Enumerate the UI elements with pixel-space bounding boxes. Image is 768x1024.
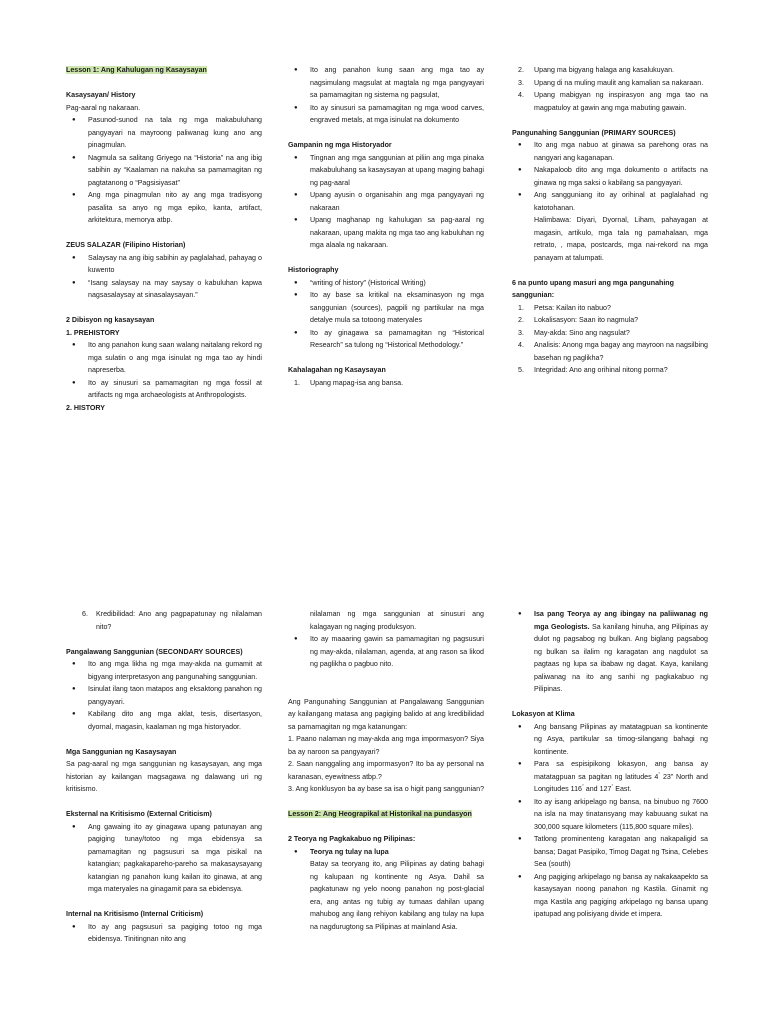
item-number: 4. — [518, 341, 524, 349]
katanungan-paragraph: Ang Pangunahing Sanggunian at Pangalawang Sanggunian ay kailangang matasa ang pagiging balido at ang kredibilidad sa pamamagitan ng mga katanungan: — [288, 697, 484, 731]
gampanin-heading: Gampanin ng mga Historyador — [288, 141, 392, 149]
teorya-heading: 2 Teorya ng Pagkakabuo ng Pilipinas: — [288, 835, 416, 843]
dibisyon-heading: 2 Dibisyon ng kasaysayan — [66, 316, 155, 324]
list-item: ● Nakapaloob dito ang mga dokumento o artifacts na ginawa ng mga saksi o kabilang sa pangyayari. — [512, 164, 708, 189]
primary-list — [512, 139, 708, 214]
history-list — [288, 64, 484, 127]
item-number: 1. — [518, 303, 524, 312]
item-number: 1. — [294, 378, 300, 387]
teorya-list-cont — [512, 608, 708, 696]
list-item: ● Salaysay na ang ibig sabihin ay paglalahad, pahayag o kuwento — [66, 252, 262, 277]
item-number: 4. — [518, 91, 524, 99]
lesson-1-title: Lesson 1: Ang Kahulugan ng Kasaysayan — [66, 66, 207, 74]
list-item: ● Ang pagiging arkipelago ng bansa ay nakakaapekto sa kasaysayan noong panahon ng Kastila. Ginamit ng mga Kastila ang pagiging arkipelago ng bansa upang ipatupad ang polisiyang divide et impera. — [512, 871, 708, 921]
item-number: 6. — [82, 610, 88, 618]
item-text: Upang mabigyan ng inspirasyon ang mga tao na magpatuloy at gawin ang mga mabuting gawain. — [534, 91, 708, 112]
item-text: Upang mapag-isa ang bansa. — [310, 378, 404, 387]
primary-example: Halimbawa: Diyari, Dyornal, Liham, pahayagan at magasin, artikulo, mga tala ng pamahalaan, mga retrato, , mapa, postcards, mga nai-rekord na mga panayam at talumpati. — [534, 216, 708, 262]
internal-list-cont — [288, 633, 484, 671]
list-item: ● Ito ang panahon kung saan walang naitalang rekord ng mga sulatin o ang mga isinulat ng mga tao ay hindi napreserba. — [66, 339, 262, 377]
item-text: East. — [613, 785, 632, 793]
item-number: 2. — [518, 66, 524, 74]
item-number: 3. — [518, 78, 524, 87]
historiography-heading: Historiography — [288, 266, 339, 274]
question-3: 3. Ang konklusyon ba ay base sa isa o higit pang sanggunian? — [288, 785, 485, 793]
item-number: 3. — [518, 328, 524, 337]
anim-na-punto-list — [512, 302, 708, 377]
list-item: ● Ang gawaing ito ay ginagawa upang patunayan ang pagiging tunay/totoo ng mga ebidensya sa pamamagitan ng pagsusuri sa mga pisikal na katangian; pagkakapareho-pareho sa makasaysayang katangian ng panahon kung kailan ito ginawa, at ang mga materyales na ginagamit para sa ebidensya. — [66, 821, 262, 896]
list-item: ● Ito ang mga nabuo at ginawa sa parehong oras na nangyari ang kaganapan. — [512, 139, 708, 164]
list-item — [512, 314, 708, 327]
secondary-sources-heading: Pangalawang Sanggunian (SECONDARY SOURCES) — [66, 647, 243, 656]
zeus-salazar-heading: ZEUS SALAZAR (Filipino Historian) — [66, 241, 186, 249]
list-item: ● Tatlong prominenteng karagatan ang nakapaligid sa bansa; Dagat Pasipiko, Timog Dagat ng Tsina, Celebes Sea (south) — [512, 833, 708, 871]
geologists-theory-text: Sa kanilang hinuha, ang Pilipinas ay dulot ng pagsabog ng bulkan. Ang biglang pagsabog ng bulkan sa ilalim ng karagatan ang nagdulot sa pagtaas ng lupa sa ibabaw ng dagat. Kaya, kanilang paliwanag na ito ang sanhi ng pagkakabuo ng Pilipinas. — [534, 622, 708, 693]
page2-column-2 — [288, 608, 484, 933]
degree-mark: ° — [582, 783, 584, 789]
list-item: ● Nagmula sa salitang Griyego na “Historia” na ang ibig sabihin ay “Kaalaman na nakuha sa pamamagitan ng pagtatanong o “Pagsisiyasat” — [66, 152, 262, 190]
list-item: ● Tingnan ang mga sanggunian at piliin ang mga pinaka makabuluhang sa kasaysayan at upang maging bahagi ng pag-aaral — [288, 152, 484, 190]
item-text: Upang di na muling maulit ang kamalian sa nakaraan. — [534, 78, 704, 87]
page1-column-3 — [512, 64, 708, 377]
list-item: ● Ito ay base sa kritikal na eksaminasyon ng mga sanggunian (sources), pagpili ng partikular na mga detalye mula sa totoong materyales — [288, 289, 484, 327]
teorya-list — [288, 846, 484, 859]
prehistory-heading: 1. PREHISTORY — [66, 328, 120, 337]
list-item — [512, 758, 708, 796]
list-item — [512, 77, 708, 90]
mga-sanggunian-text: Sa pag-aaral ng mga sanggunian ng kasaysayan, ang mga historian ay kailangan magsagawa ng dalawang uri ng kritisismo. — [66, 760, 262, 793]
page2-column-1 — [66, 608, 262, 946]
page2-column-3 — [512, 608, 708, 921]
list-item: ● Ito ay ginagawa sa pamamagitan ng “Historical Research” sa tulong ng “Historical Methodology.” — [288, 327, 484, 352]
list-item: ● Ito ay maaaring gawin sa pamamagitan ng pagsusuri ng may-akda, nilalaman, agenda, at ang rason sa likod ng paglikha o pagbuo nito. — [288, 633, 484, 671]
list-item: ● Upang ayusin o organisahin ang mga pangyayari ng nakaraan — [288, 189, 484, 214]
primary-sources-heading: Pangunahing Sanggunian (PRIMARY SOURCES) — [512, 128, 676, 137]
list-item — [512, 364, 708, 377]
internal-list — [66, 921, 262, 946]
item-text: Kredibilidad: Ano ang pagpapatunay ng nilalaman nito? — [96, 610, 262, 631]
page-bottom — [0, 512, 768, 1024]
list-item: ● Ang mga pinagmulan nito ay ang mga tradisyong pasalita sa anyo ng mga epiko, kanta, artifact, arkitektura, memorya atbp. — [66, 189, 262, 227]
question-1: 1. Paano nalaman ng may-akda ang mga impormasyon? Siya ba ay naroon sa pangyayari? — [288, 735, 484, 756]
zeus-list — [66, 252, 262, 302]
secondary-list — [66, 658, 262, 733]
list-item: ● Isinulat ilang taon matapos ang eksaktong panahon ng pangyayari. — [66, 683, 262, 708]
list-item — [512, 608, 708, 696]
internal-continued: nilalaman ng mga sanggunian at sinusuri ang kalagayan ng naging produksyon. — [310, 610, 484, 631]
item-text: Analisis: Anong mga bagay ang mayroon na nagsilbing basehan ng paglikha? — [534, 341, 708, 362]
anim-na-punto-heading: 6 na punto upang masuri ang mga pangunahing sanggunian: — [512, 278, 674, 299]
list-item — [512, 64, 708, 77]
list-item: ● Ito ay sinusuri sa pamamagitan ng mga fossil at artifacts ng mga archaeologists at Anthropologists. — [66, 377, 262, 402]
lokasyon-heading: Lokasyon at Klima — [512, 710, 575, 718]
lesson-2-title: Lesson 2: Ang Heograpikal at Historikal na pundasyon — [288, 810, 472, 818]
lokasyon-list — [512, 721, 708, 921]
kahalagahan-heading: Kahalagahan ng Kasaysayan — [288, 366, 386, 374]
list-item: ● Ito ang mga likha ng mga may-akda na gumamit at bigyang interpretasyon ang pangunahing sanggunian. — [66, 658, 262, 683]
list-item: ● Ang bansang Pilipinas ay matatagpuan sa kontinente ng Asya, partikular sa timog-silangang bahagi ng kontinente. — [512, 721, 708, 759]
geologists-theory-bold: Isa pang Teorya ay ang ibingay na paliiwanag ng mga Geologists. — [534, 610, 708, 631]
list-item: ● Pasunod-sunod na tala ng mga makabuluhang pangyayari na mayroong paliwanag kung ano ang pinagmulan. — [66, 114, 262, 152]
page1-column-1 — [66, 64, 262, 414]
tulay-na-lupa-text: Batay sa teoryang ito, ang Pilipinas ay dating bahagi ng kalupaan ng kontinente ng Asya. Dahil sa pagkatunaw ng yelo noong panahon ng post-glacial era, ang antas ng tubig ay tumaas dahilan upang mahubog ang ilang rehiyon kabilang ang tulay na lupa na nagdurugtong sa Pilipinas at mainland Asia. — [310, 860, 484, 931]
item-text: 23” North and Longitudes 116 — [534, 772, 708, 793]
list-item — [66, 608, 262, 633]
list-item: ● “Isang salaysay na may saysay o kabuluhan kapwa nagsasalaysay at sinasalaysayan.” — [66, 277, 262, 302]
item-text: Lokalisasyon: Saan ito nagmula? — [534, 316, 639, 324]
list-item: ● Kabilang dito ang mga aklat, tesis, disertasyon, dyornal, magasin, kaalaman ng mga historyador. — [66, 708, 262, 733]
item-text: Upang ma bigyang halaga ang kasalukuyan. — [534, 66, 675, 74]
mga-sanggunian-heading: Mga Sanggunian ng Kasaysayan — [66, 747, 177, 756]
list-item: ● Ito ay ang pagsusuri sa pagiging totoo ng mga ebidensya. Tinitingnan nito ang — [66, 921, 262, 946]
anim-na-punto-list-cont — [66, 608, 262, 633]
list-item — [512, 89, 708, 114]
kahalagahan-list-cont — [512, 64, 708, 114]
item-text: and 127 — [583, 785, 612, 793]
list-item: ● Teorya ng tulay na lupa — [288, 846, 484, 859]
kasaysayan-heading: Kasaysayan/ History — [66, 91, 136, 99]
list-item: ● “writing of history” (Historical Writing) — [288, 277, 484, 290]
external-list — [66, 821, 262, 896]
list-item — [512, 302, 708, 315]
list-item: ● Ito ay sinusuri sa pamamagitan ng mga wood carves, engraved metals, at mga isinulat na dokumento — [288, 102, 484, 127]
kasaysayan-list — [66, 114, 262, 227]
list-item: ● Ito ay isang arkipelago ng bansa, na binubuo ng 7600 na isla na may tinatansyang may kabuuang sukat na 300,000 square kilometers (115,800 square miles). — [512, 796, 708, 834]
item-number: 2. — [518, 316, 524, 324]
item-text: Para sa espisipikong lokasyon, ang bansa ay matatagpuan sa pagitan ng latitudes 4 — [534, 760, 708, 781]
list-item — [512, 339, 708, 364]
kahalagahan-list — [288, 377, 484, 390]
item-text: Petsa: Kailan ito nabuo? — [534, 303, 611, 312]
degree-mark: ° — [658, 771, 661, 777]
prehistory-list — [66, 339, 262, 402]
historiography-list — [288, 277, 484, 352]
question-2: 2. Saan nanggaling ang impormasyon? Ito ba ay personal na karanasan, eyewitness atbp.? — [288, 760, 484, 781]
item-number: 5. — [518, 366, 524, 374]
page1-column-2 — [288, 64, 484, 389]
degree-mark: ° — [611, 783, 614, 789]
gampanin-list — [288, 152, 484, 252]
item-text: Integridad: Ano ang orihinal nitong porma? — [534, 366, 668, 374]
history-heading: 2. HISTORY — [66, 403, 106, 412]
external-criticism-heading: Eksternal na Kritisismo (External Criticism) — [66, 810, 212, 818]
item-text: May-akda: Sino ang nagsulat? — [534, 328, 630, 337]
internal-criticism-heading: Internal na Kritisismo (Internal Criticism) — [66, 910, 204, 918]
list-item — [512, 327, 708, 340]
list-item: ● Ito ang panahon kung saan ang mga tao ay nagsimulang magsulat at magtala ng mga pangyayari sa pamamagitan ng sistema ng pagsulat, — [288, 64, 484, 102]
kasaysayan-definition: Pag-aaral ng nakaraan. — [66, 103, 141, 112]
list-item: ● Ang sangguniang ito ay orihinal at paglalahad ng katotohanan. — [512, 189, 708, 214]
list-item: ● Upang maghanap ng kahulugan sa pag-aaral ng nakaraan, upang makita ng mga tao ang kabuluhan ng mga alaala ng nakaraan. — [288, 214, 484, 252]
list-item — [288, 377, 484, 390]
